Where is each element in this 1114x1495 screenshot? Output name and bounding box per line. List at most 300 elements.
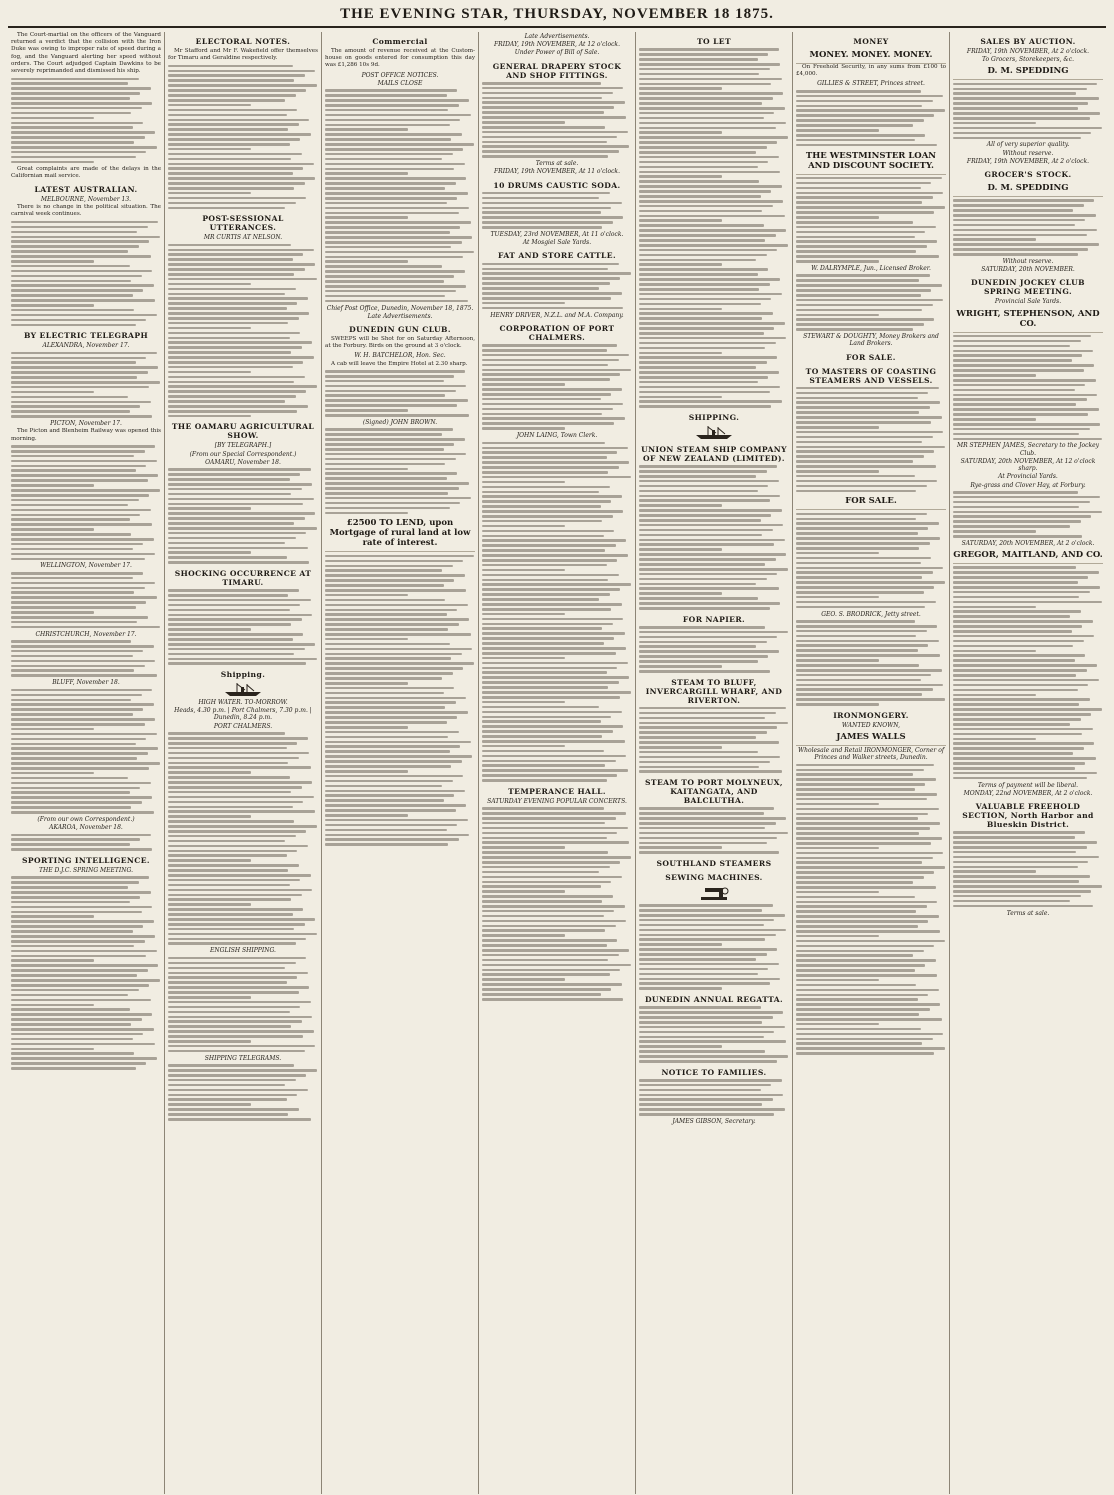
text-line <box>482 807 604 810</box>
section-heading: BY ELECTRIC TELEGRAPH <box>23 331 149 341</box>
text-line <box>796 552 879 555</box>
text-line <box>325 119 460 122</box>
text-line <box>11 92 140 95</box>
text-line <box>168 119 309 122</box>
text-line <box>11 587 145 590</box>
text-line <box>796 144 937 147</box>
subheading: FRIDAY, 19th NOVEMBER, At 12 o'clock. <box>494 41 620 49</box>
text-line <box>796 930 940 933</box>
text-line <box>639 312 773 315</box>
text-line <box>639 934 776 937</box>
text-line <box>953 92 1076 95</box>
text-line <box>168 981 287 984</box>
text-line <box>11 82 128 85</box>
text-line <box>168 648 305 651</box>
text-line <box>953 650 1036 653</box>
subheading: WANTED KNOWN, <box>841 721 901 729</box>
text-line <box>482 866 610 869</box>
text-line <box>11 891 151 894</box>
text-line <box>168 928 294 931</box>
text-line <box>482 701 565 704</box>
text-line <box>796 236 915 239</box>
text-line <box>953 659 1075 662</box>
text-line <box>482 973 610 976</box>
text-line <box>325 716 457 719</box>
text-line <box>953 684 1088 687</box>
text-line <box>168 488 302 491</box>
text-line <box>11 955 146 958</box>
article-body <box>796 620 946 706</box>
text-line <box>953 530 1036 533</box>
article-body <box>639 1079 789 1116</box>
text-line <box>325 726 408 729</box>
text-line <box>796 134 925 137</box>
text-line <box>639 342 776 345</box>
text-line <box>482 720 601 723</box>
text-line <box>482 383 565 386</box>
text-line <box>482 369 631 372</box>
text-line <box>325 579 454 582</box>
article-paragraph: There is no change in the political situation. The carnival week continues. <box>11 204 161 218</box>
text-line <box>168 609 290 612</box>
text-line <box>796 808 939 811</box>
text-line <box>796 1008 930 1011</box>
text-line <box>482 559 617 562</box>
text-line <box>325 409 408 412</box>
text-line <box>796 196 933 199</box>
text-line <box>953 851 1076 854</box>
text-line <box>482 657 565 660</box>
text-line <box>325 555 474 558</box>
text-line <box>639 63 780 66</box>
text-line <box>796 139 915 142</box>
text-line <box>325 628 448 631</box>
text-line <box>953 354 1082 357</box>
text-line <box>796 547 919 550</box>
subheading: ALEXANDRA, November 17. <box>42 342 130 350</box>
steamship-icon <box>223 681 263 697</box>
text-line <box>325 231 450 234</box>
text-line <box>482 769 628 772</box>
text-line <box>325 226 460 229</box>
text-line <box>168 114 287 117</box>
text-line <box>482 817 616 820</box>
text-line <box>639 1045 722 1048</box>
text-line <box>168 1089 308 1092</box>
text-line <box>325 790 465 793</box>
text-line <box>639 391 770 394</box>
text-line <box>639 909 762 912</box>
text-line <box>796 773 913 776</box>
text-line <box>796 480 937 483</box>
text-line <box>11 270 152 273</box>
text-line <box>639 741 779 744</box>
text-line <box>482 774 617 777</box>
text-line <box>482 126 605 129</box>
section-heading: IRONMONGERY. <box>833 710 909 720</box>
text-line <box>11 703 154 706</box>
text-line <box>325 682 408 685</box>
text-line <box>168 1118 311 1121</box>
text-line <box>639 205 773 208</box>
text-line <box>639 938 765 941</box>
text-line <box>11 240 149 243</box>
advertisement-title: MONEY. MONEY. MONEY. <box>809 50 933 60</box>
text-line <box>11 1052 134 1055</box>
text-line <box>168 302 297 305</box>
text-line <box>639 1006 761 1009</box>
text-line <box>639 766 759 769</box>
text-line <box>11 126 133 129</box>
text-line <box>168 167 303 170</box>
text-line <box>796 1033 943 1036</box>
article-paragraph: The Picton and Blenheim Railway was opened this morning. <box>11 428 161 442</box>
text-line <box>796 401 940 404</box>
text-line <box>639 131 722 134</box>
text-line <box>482 535 604 538</box>
text-line <box>325 251 474 254</box>
text-line <box>639 973 758 976</box>
text-line <box>325 182 456 185</box>
section-heading: DUNEDIN JOCKEY CLUB SPRING MEETING. <box>971 278 1085 297</box>
text-line <box>639 1040 786 1043</box>
text-line <box>953 885 1102 888</box>
text-line <box>796 891 879 894</box>
text-line <box>11 455 134 458</box>
text-line <box>168 537 296 540</box>
text-line <box>325 594 408 597</box>
subheading: To Grocers, Storekeepers, &c. <box>981 56 1075 64</box>
text-line <box>168 1084 285 1087</box>
text-line <box>796 798 927 801</box>
text-line <box>11 994 128 997</box>
text-line <box>168 638 293 641</box>
text-line <box>11 733 157 736</box>
text-line <box>168 599 311 602</box>
text-line <box>482 910 614 913</box>
text-line <box>11 289 143 292</box>
text-line <box>953 345 1070 348</box>
text-line <box>639 626 765 629</box>
subheading: [BY TELEGRAPH.] <box>214 442 272 450</box>
text-line <box>953 606 1036 609</box>
text-line <box>796 644 928 647</box>
text-line <box>953 581 1078 584</box>
text-line <box>796 450 934 453</box>
text-line <box>325 736 448 739</box>
text-line <box>796 591 924 594</box>
section-heading: STEAM TO PORT MOLYNEUX, KAITANGATA, AND BALCLUTHA. <box>645 778 783 805</box>
text-line <box>639 303 761 306</box>
text-line <box>168 322 288 325</box>
text-line <box>796 187 921 190</box>
text-line <box>796 837 942 840</box>
text-line <box>11 974 137 977</box>
text-line <box>953 664 1097 667</box>
text-line <box>482 983 622 986</box>
text-line <box>325 692 444 695</box>
text-line <box>168 371 251 374</box>
text-line <box>168 346 302 349</box>
text-line <box>11 357 146 360</box>
text-line <box>325 212 459 215</box>
text-line <box>168 158 291 161</box>
text-line <box>168 332 300 335</box>
article-body <box>796 274 946 330</box>
text-line <box>796 294 921 297</box>
text-line <box>11 915 94 918</box>
text-line <box>482 155 608 158</box>
text-line <box>168 1025 291 1028</box>
text-line <box>325 804 466 807</box>
text-line <box>11 621 137 624</box>
text-line <box>11 925 143 928</box>
text-line <box>796 485 927 488</box>
text-line <box>639 53 768 56</box>
text-line <box>639 807 774 810</box>
text-line <box>11 299 155 302</box>
text-line <box>953 571 1099 574</box>
text-line <box>168 123 299 126</box>
text-line <box>639 756 780 759</box>
text-line <box>11 78 139 81</box>
text-line <box>796 431 943 434</box>
text-line <box>325 697 466 700</box>
text-line <box>11 265 130 268</box>
subheading: HIGH WATER. TO-MORROW. <box>198 699 288 707</box>
text-line <box>11 401 151 404</box>
text-line <box>482 760 616 763</box>
text-line <box>325 148 463 151</box>
text-line <box>639 92 783 95</box>
text-line <box>168 594 288 597</box>
subheading: W. DALRYMPLE, Jun., Licensed Broker. <box>811 264 931 272</box>
text-line <box>796 221 913 224</box>
text-line <box>482 471 608 474</box>
text-line <box>325 438 465 441</box>
text-line <box>168 138 300 141</box>
text-line <box>639 548 722 551</box>
text-line <box>953 127 1102 130</box>
text-line <box>325 633 471 636</box>
text-line <box>639 68 770 71</box>
text-line <box>168 415 251 418</box>
text-line <box>168 522 294 525</box>
text-line <box>953 747 1084 750</box>
text-line <box>168 810 315 813</box>
text-line <box>796 959 936 962</box>
text-line <box>482 861 620 864</box>
text-line <box>639 712 776 715</box>
text-line <box>325 785 442 788</box>
text-line <box>168 742 297 745</box>
text-line <box>639 722 788 725</box>
text-line <box>796 446 945 449</box>
text-line <box>482 949 629 952</box>
text-line <box>796 392 928 395</box>
text-line <box>796 669 942 672</box>
text-line <box>325 482 469 485</box>
text-line <box>482 145 629 148</box>
text-line <box>796 1013 919 1016</box>
text-line <box>11 669 134 672</box>
text-line <box>482 598 599 601</box>
text-line <box>953 501 1090 504</box>
text-line <box>639 543 774 546</box>
text-line <box>11 97 130 100</box>
text-line <box>796 989 939 992</box>
article-body <box>11 352 161 418</box>
text-line <box>639 87 722 90</box>
text-line <box>796 542 930 545</box>
text-line <box>953 137 1081 140</box>
text-line <box>639 592 722 595</box>
text-line <box>168 1035 303 1038</box>
text-line <box>11 1038 133 1041</box>
text-line <box>482 486 610 489</box>
text-line <box>639 573 777 576</box>
text-line <box>325 138 451 141</box>
article-body <box>325 428 475 514</box>
text-line <box>11 151 146 154</box>
text-line <box>639 665 722 668</box>
text-line <box>482 211 601 214</box>
text-line <box>796 601 936 604</box>
text-line <box>11 396 128 399</box>
text-line <box>796 240 937 243</box>
text-line <box>325 512 408 515</box>
text-line <box>796 1023 879 1026</box>
text-line <box>168 283 251 286</box>
text-line <box>482 574 619 577</box>
text-line <box>11 901 130 904</box>
text-line <box>325 706 445 709</box>
text-line <box>953 733 1082 736</box>
text-line <box>168 74 305 77</box>
subheading: PICTON, November 17. <box>50 420 122 428</box>
text-line <box>953 496 1100 499</box>
text-line <box>639 381 758 384</box>
advertisement-banner <box>796 730 946 746</box>
text-line <box>639 268 768 271</box>
text-line <box>482 676 629 679</box>
text-line <box>796 318 934 321</box>
article-body <box>482 192 632 229</box>
text-line <box>482 944 607 947</box>
text-line <box>639 948 777 951</box>
text-line <box>482 647 626 650</box>
text-line <box>639 578 767 581</box>
text-line <box>168 341 312 344</box>
text-line <box>953 204 1084 207</box>
text-line <box>639 822 776 825</box>
text-line <box>11 523 152 526</box>
text-line <box>796 1038 933 1041</box>
text-line <box>482 964 631 967</box>
text-line <box>168 889 312 892</box>
text-line <box>639 127 776 130</box>
text-line <box>639 386 780 389</box>
article-body <box>168 732 318 945</box>
text-line <box>168 854 287 857</box>
text-line <box>639 405 771 408</box>
text-line <box>796 279 919 282</box>
section-heading: DUNEDIN GUN CLUB. <box>349 324 451 334</box>
text-line <box>325 128 408 131</box>
subheading: Without reserve. <box>1002 257 1054 265</box>
text-line <box>482 691 631 694</box>
text-line <box>796 969 915 972</box>
text-line <box>325 502 460 505</box>
text-line <box>482 495 622 498</box>
text-line <box>953 870 1036 873</box>
text-line <box>482 277 620 280</box>
text-line <box>639 919 774 922</box>
text-line <box>11 911 142 914</box>
text-line <box>168 996 251 999</box>
text-line <box>325 677 442 680</box>
text-line <box>953 738 1036 741</box>
text-line <box>11 479 148 482</box>
article-body <box>639 465 789 609</box>
text-line <box>953 423 1100 426</box>
text-line <box>639 480 779 483</box>
text-line <box>325 584 444 587</box>
article-body <box>168 468 318 564</box>
text-line <box>639 180 759 183</box>
text-line <box>11 543 143 546</box>
text-line <box>168 972 308 975</box>
text-line <box>482 442 605 445</box>
text-line <box>639 112 774 115</box>
text-line <box>11 577 133 580</box>
text-line <box>639 278 780 281</box>
text-line <box>639 352 722 355</box>
text-line <box>953 224 1075 227</box>
section-heading: POST-SESSIONAL UTTERANCES. <box>202 214 284 233</box>
text-line <box>168 153 302 156</box>
text-line <box>953 831 1085 834</box>
text-line <box>482 716 611 719</box>
text-line <box>953 767 1075 770</box>
text-line <box>325 385 466 388</box>
text-line <box>953 413 1088 416</box>
text-line <box>168 898 291 901</box>
text-line <box>639 322 785 325</box>
text-line <box>796 571 933 574</box>
text-line <box>953 752 1073 755</box>
text-line <box>639 597 758 600</box>
text-line <box>325 487 459 490</box>
advertisement-banner <box>325 516 475 552</box>
text-line <box>168 385 317 388</box>
text-line <box>168 337 290 340</box>
text-line <box>482 711 622 714</box>
text-line <box>953 335 1091 338</box>
text-line <box>482 988 611 991</box>
text-line <box>168 628 251 631</box>
text-line <box>168 288 296 291</box>
text-line <box>639 563 765 566</box>
article-paragraph: A cab will leave the Empire Hotel at 2.30 sharp. <box>331 360 468 367</box>
text-line <box>796 979 879 982</box>
text-line <box>639 645 756 648</box>
text-line <box>953 841 1097 844</box>
text-line <box>796 1042 922 1045</box>
text-line <box>482 998 623 1001</box>
text-line <box>168 618 302 621</box>
text-line <box>11 386 149 389</box>
